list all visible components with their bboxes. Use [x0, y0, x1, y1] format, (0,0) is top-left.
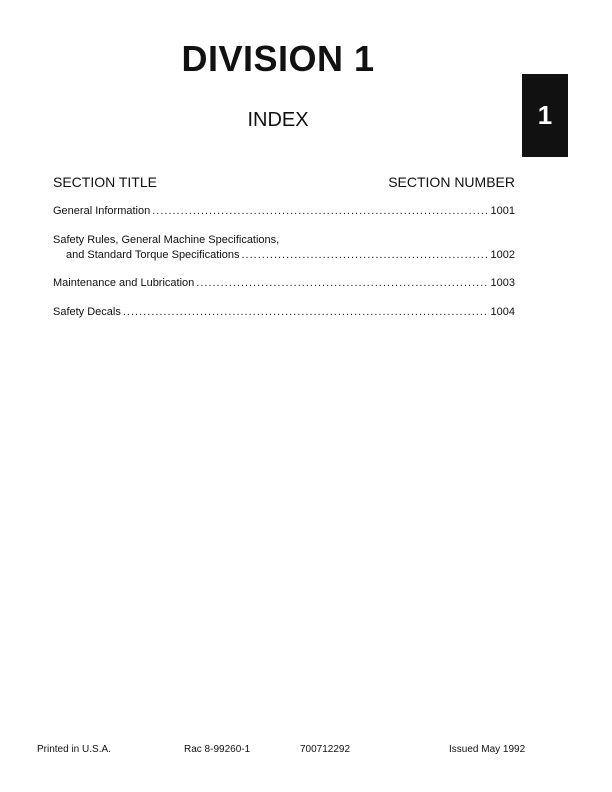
section-title-header: SECTION TITLE [53, 174, 157, 190]
toc-entry-general-information [53, 204, 515, 218]
toc-entry-number: 1003 [490, 277, 515, 289]
dot-leader [152, 204, 488, 218]
toc-line [53, 248, 515, 262]
toc-entry-safety-decals [53, 305, 515, 319]
division-tab-label: 1 [537, 100, 553, 130]
dot-leader [123, 305, 489, 319]
toc-line [53, 276, 515, 290]
toc-entry-number: 1002 [490, 249, 515, 261]
footer-issue-date: Issued May 1992 [449, 744, 526, 755]
toc-entry-number: 1001 [490, 205, 515, 217]
toc-entry-number: 1004 [490, 306, 515, 318]
toc-entry-title: General Information [53, 205, 151, 217]
footer-printed: Printed in U.S.A. [37, 744, 111, 755]
toc-entry-maintenance [53, 276, 515, 290]
toc-line [53, 233, 515, 247]
footer-part-number: 700712292 [300, 744, 351, 755]
index-title: INDEX [247, 109, 309, 131]
toc-line [53, 305, 515, 319]
section-number-header: SECTION NUMBER [388, 174, 515, 190]
toc-entry-title: Safety Decals [53, 306, 121, 318]
division-tab [522, 74, 568, 157]
division-title: DIVISION 1 [181, 38, 375, 79]
toc-entry-safety-rules [53, 233, 515, 262]
dot-leader [241, 248, 488, 262]
footer-rac-number: Rac 8-99260-1 [184, 744, 251, 755]
dot-leader [196, 276, 488, 290]
toc-entry-title-continued: and Standard Torque Specifications [66, 249, 240, 261]
toc-entry-title: Maintenance and Lubrication [53, 277, 195, 289]
toc-entry-title: Safety Rules, General Machine Specifications, [53, 234, 280, 246]
toc-line [53, 204, 515, 218]
